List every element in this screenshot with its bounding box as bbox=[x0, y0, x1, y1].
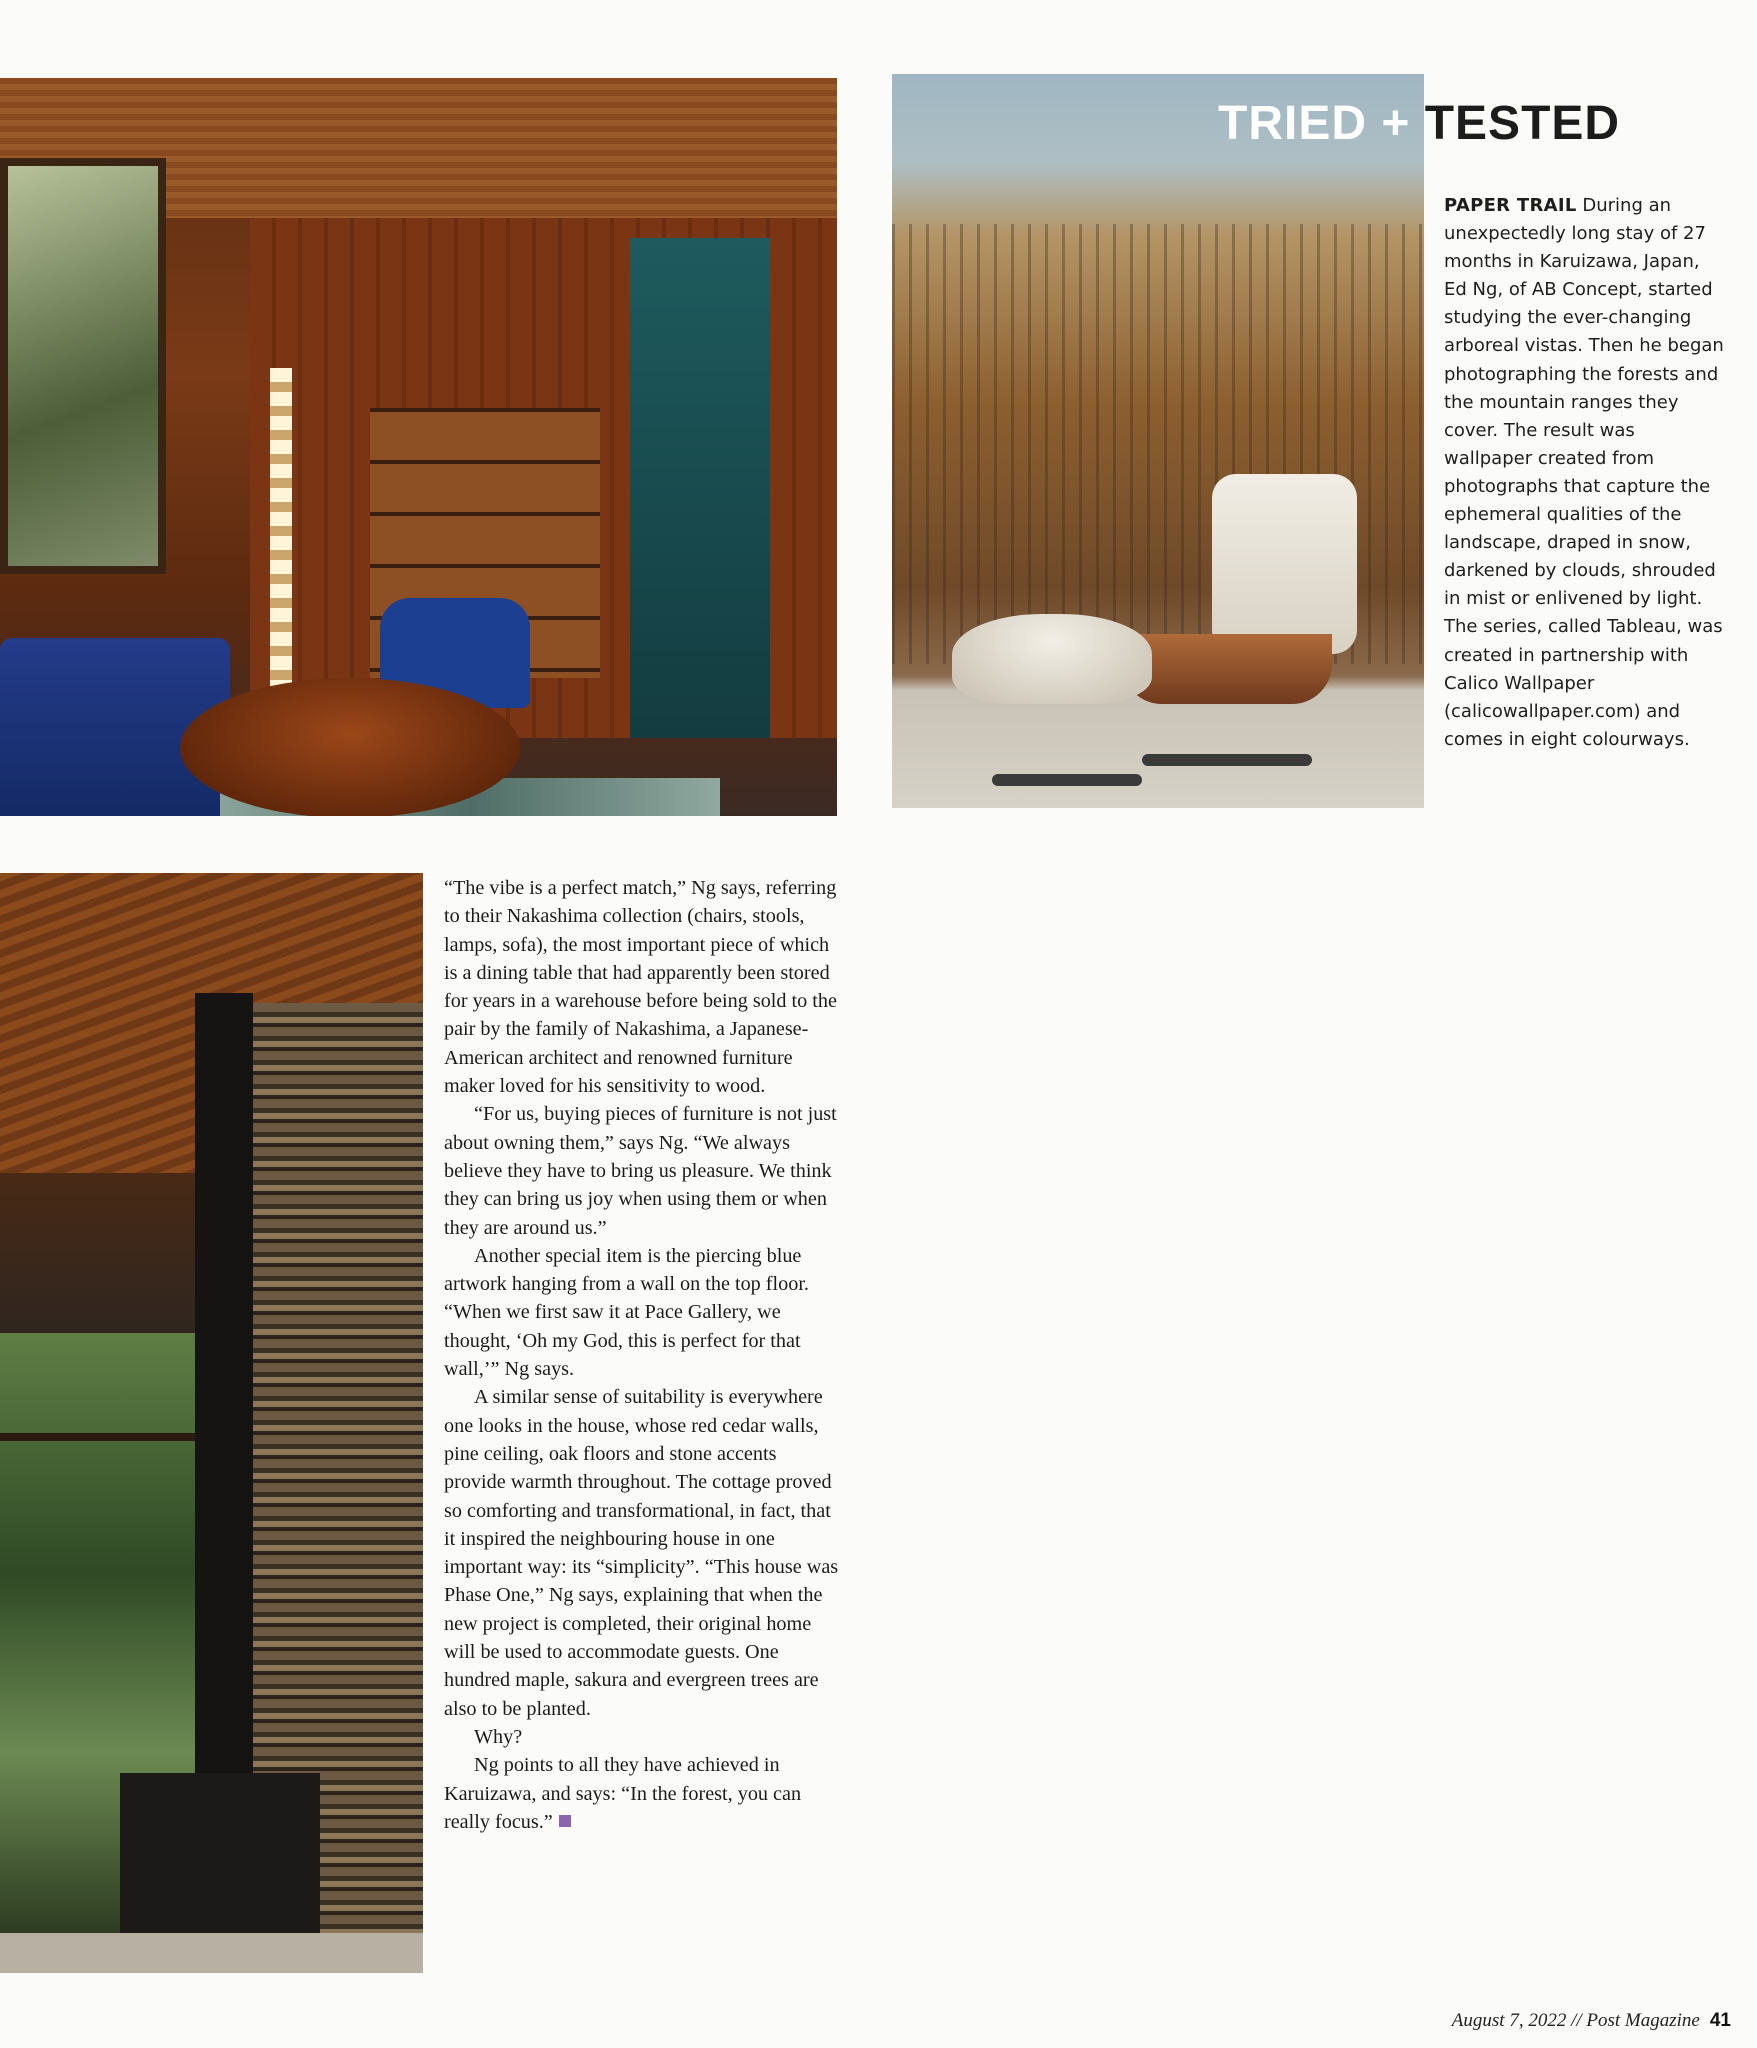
window-beam bbox=[0, 1433, 195, 1441]
stove-flue bbox=[195, 993, 253, 1793]
fireplace-photo bbox=[0, 873, 423, 1973]
article-column bbox=[444, 874, 841, 1836]
article-paragraph: Another special item is the piercing blue artwork hanging from a wall on the top floor. “When we first saw it at Pace Gallery, we thought, ‘Oh my God, this is perfect for that wall,’” Ng says. bbox=[444, 1244, 809, 1381]
ottoman-base bbox=[992, 774, 1142, 786]
article-paragraph: “The vibe is a perfect match,” Ng says, referring to their Nakashima collection (chairs, stools, lamps, sofa), the most important piece of which is a dining table that had apparently been stored for years in a warehouse before being sold to the pair by the family of Nakashima, a Japanese-American architect and renowned furniture maker loved for his sensitivity to wood. bbox=[444, 877, 837, 1098]
ottoman bbox=[952, 614, 1152, 704]
teal-door bbox=[630, 238, 770, 738]
article-paragraph: A similar sense of suitability is everywhere one looks in the house, whose red cedar walls, pine ceiling, oak floors and stone accents provide warmth throughout. The cottage proved so comforting and transformational, in fact, that it inspired the neighbouring house in one important way: its “simplicity”. “This house was Phase One,” Ng says, explaining that when the new project is completed, their original home will be used to accommodate guests. One hundred maple, sakura and evergreen trees are also to be planted. bbox=[444, 1386, 839, 1720]
chair-base bbox=[1142, 754, 1312, 766]
lounge-chair-shell bbox=[1122, 634, 1332, 704]
wood-stove bbox=[120, 1773, 320, 1953]
end-mark-icon bbox=[559, 1815, 571, 1827]
heading-tested: TESTED bbox=[1424, 97, 1621, 150]
sidebar-body: During an unexpectedly long stay of 27 months in Karuizawa, Japan, Ed Ng, of AB Concept, started studying the ever-changing arboreal vistas. Then he began photographing the forests and the mountain ranges they cover. The result was wallpaper created from photographs that capture the ephemeral qualities of the landscape, draped in snow, darkened by clouds, shrouded in mist or enlivened by light. The series, called Tableau, was created in partnership with Calico Wallpaper (calicowallpaper.com) and comes in eight colourways. bbox=[1444, 195, 1724, 750]
article-paragraph-last bbox=[444, 1751, 841, 1836]
heading-tried: TRIED bbox=[1218, 97, 1367, 150]
forest-window bbox=[0, 158, 166, 574]
tried-tested-heading bbox=[1218, 96, 1620, 151]
lounge-chair-wallpaper-photo bbox=[892, 74, 1424, 808]
oak-floor bbox=[0, 1933, 423, 1973]
heading-plus: + bbox=[1381, 97, 1411, 150]
paper-trail-sidebar bbox=[1444, 192, 1726, 754]
page-number: 41 bbox=[1709, 2010, 1731, 2031]
wooden-table bbox=[180, 678, 520, 816]
footer-dateline: August 7, 2022 // Post Magazine bbox=[1451, 2010, 1700, 2031]
living-room-photo bbox=[0, 78, 837, 816]
article-last-text: Ng points to all they have achieved in Karuizawa, and says: “In the forest, you can really focus.” bbox=[444, 1754, 802, 1833]
lounge-chair-back bbox=[1212, 474, 1357, 654]
tower-lamp bbox=[270, 368, 292, 688]
article-paragraph: Why? bbox=[474, 1725, 523, 1748]
page-footer bbox=[1452, 2010, 1731, 2032]
article-paragraph: “For us, buying pieces of furniture is not just about owning them,” says Ng. “We always believe they have to bring us pleasure. We think they can bring us joy when using them or when they are around us.” bbox=[444, 1103, 837, 1239]
sidebar-kicker: PAPER TRAIL bbox=[1444, 195, 1577, 216]
